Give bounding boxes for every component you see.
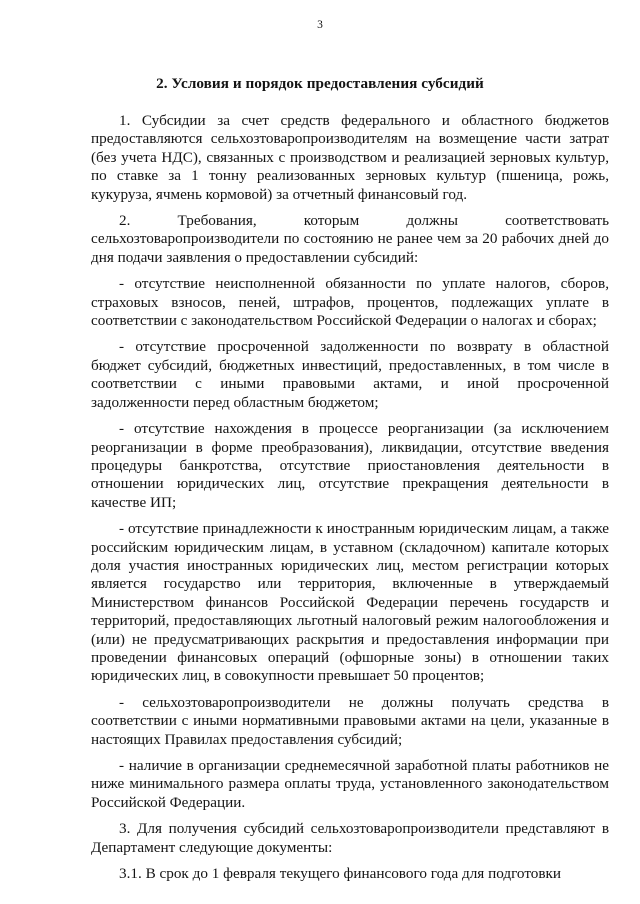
paragraph-subsidy-purpose: 1. Субсидии за счет средств федерального и областного бюджетов предоставляются сельхозтоваропроизводителям на возмещение части затрат (без учета НДС), связанных с производством и реализацией зерновых культур, по ставке за 1 тонну реализованных зерновых культур (пшеница, рожь, кукуруза, ячмень кормовой) за отчетный финансовый год.	[91, 112, 609, 203]
paragraph-requirements-intro: 2. Требования, которым должны соответствовать сельхозтоваропроизводители по состоянию не ранее чем за 20 рабочих дней до дня подачи заявления о предоставлении субсидий:	[91, 212, 609, 266]
section-title: 2. Условия и порядок предоставления субсидий	[156, 75, 484, 92]
paragraph-requirement-no-reorganization: - отсутствие нахождения в процессе реорганизации (за исключением реорганизации в форме преобразования), ликвидации, отсутствие введения процедуры банкротства, отсутствие приостановления деятельности в отношении юридических лиц, отсутствие прекращения деятельности в качестве ИП;	[91, 420, 609, 511]
paragraph-requirement-no-foreign-ownership: - отсутствие принадлежности к иностранным юридическим лицам, а также российским юридическим лицам, в уставном (складочном) капитале которых доля участия иностранных юридических лиц, местом регистрации которых является государство или территория, включенные в утверждаемый Министерством финансов Российской Федерации перечень государств и территорий, предоставляющих льготный налоговый режим налогообложения и (или) не предусматривающих раскрытия и предоставления информации при проведении финансовых операций (офшорные зоны) в отношении таких юридических лиц, в совокупности превышает 50 процентов;	[91, 520, 609, 685]
paragraph-documents-intro: 3. Для получения субсидий сельхозтоваропроизводители представляют в Департамент следующие документы:	[91, 820, 609, 856]
paragraph-documents-item-3-1: 3.1. В срок до 1 февраля текущего финансового года для подготовки	[119, 865, 562, 883]
page-number: 3	[317, 19, 323, 31]
paragraph-requirement-no-budget-debt: - отсутствие просроченной задолженности по возврату в областной бюджет субсидий, бюджетных инвестиций, предоставленных, в том числе в соответствии с иными правовыми актами, и иной просроченной задолженности перед областным бюджетом;	[91, 338, 609, 411]
paragraph-requirement-no-tax-debt: - отсутствие неисполненной обязанности по уплате налогов, сборов, страховых взносов, пеней, штрафов, процентов, подлежащих уплате в соответствии с законодательством Российской Федерации о налогах и сборах;	[91, 275, 609, 330]
paragraph-requirement-no-other-funding: - сельхозтоваропроизводители не должны получать средства в соответствии с иными нормативными правовыми актами на цели, указанные в настоящих Правилах предоставления субсидий;	[91, 693, 609, 748]
paragraph-requirement-minimum-wage: - наличие в организации среднемесячной заработной платы работников не ниже минимального размера оплаты труда, установленного законодательством Российской Федерации.	[91, 757, 609, 811]
document-body	[91, 112, 609, 883]
